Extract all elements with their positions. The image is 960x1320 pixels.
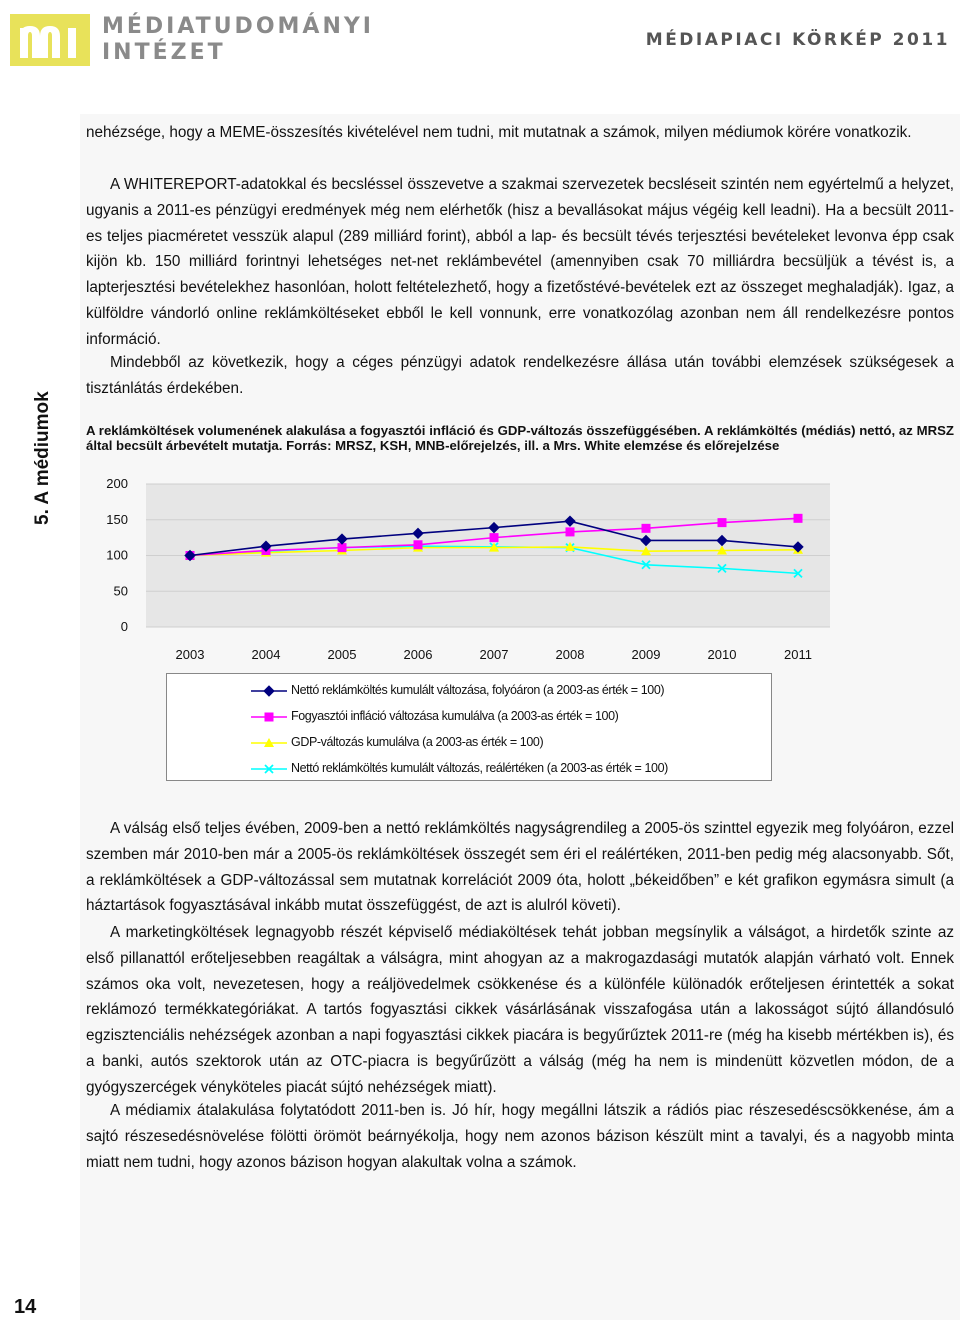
- data-point: [566, 527, 575, 536]
- page-number: 14: [14, 1296, 37, 1318]
- logo-text-line1: MÉDIATUDOMÁNYI: [102, 14, 374, 39]
- legend-label: Fogyasztói infláció változása kumulálva (a 2003-as érték = 100): [291, 709, 619, 723]
- legend-label: Nettó reklámköltés kumulált változás, reálértéken (a 2003-as érték = 100): [291, 761, 668, 775]
- y-tick-label: 200: [106, 476, 128, 491]
- y-tick-label: 150: [106, 511, 128, 527]
- paragraph-4: A válság első teljes évében, 2009-ben a nettó reklámköltés nagyságrendileg a 2005-ös szinttel egyezik meg folyóáron, ezzel szemben már 2010-ben már a 2005-ös reklámköltések összegét sem éri el reálértéken, 2011-ben pedig még alacsonyabb. Sőt, a reklámköltések a GDP-változással sem mutatnak korrelációt 2009 óta, holott „békeidőben” e két grafikon egymásra simult (a háztartások fogyasztásával inkább mutat összefüggést, de azt is alulról követi).: [86, 820, 954, 915]
- paragraph-5: A marketingköltések legnagyobb részét képviselő médiaköltések tehát jobban megsínylik a válságot, a hirdetők szinte az első pillanattól erőteljesebben reagáltak a válságra, mint ahogyan az a makrogazdasági mutatók alapján várható volt. Ennek számos oka volt, nevezetesen, hogy a reáljövedelmek csökkenése és a különféle különadók erőteljesen érintették a sokat reklámozó termékkategóriákat. A tartós fogyasztási cikkek vásárlásának visszafogása után a lakosságot sújtó állandósuló egzisztenciális nehézségek azonban a napi fogyasztási cikkek piacára is begyűrűztek 2011-re (még ha kisebb mértékben is), és a banki, autós szektorok után az OTC-piacra is begyűrűzött a válság (még ha nem is mindenütt közvetlen módon, de a gyógyszercégek vényköteles piacát sújtó nehézségek miatt).: [86, 924, 954, 1096]
- legend-item: [167, 704, 767, 730]
- data-point: [490, 533, 499, 542]
- y-tick-label: 50: [113, 583, 128, 599]
- x-tick-label: 2008: [555, 647, 585, 662]
- paragraph-6: A médiamix átalakulása folytatódott 2011-ben is. Jó hír, hogy megállni látszik a rádiós piac részesedéscsökkenése, ám a sajtó részesedésnövelése fölötti örömöt beárnyékolja, hogy nem azonos bázison készült mint a tavalyi, és a nagyobb minta miatt nem tudni, hogy azonos bázison hogyan alakultak volna a számok.: [86, 1102, 954, 1171]
- y-tick-label: 100: [106, 547, 128, 563]
- x-tick-label: 2003: [175, 647, 205, 662]
- section-label: 5. A médiumok: [32, 391, 53, 525]
- x-tick-label: 2004: [251, 647, 281, 662]
- data-point: [794, 514, 803, 523]
- data-point: [414, 540, 423, 549]
- paragraph-3: Mindebből az következik, hogy a céges pénzügyi adatok rendelkezésre állása után további elemzések szükségesek a tisztánlátás érdekében.: [86, 354, 954, 397]
- publication-title: MÉDIAPIACI KÖRKÉP 2011: [645, 30, 950, 50]
- logo-text-line2: INTÉZET: [102, 40, 226, 65]
- x-tick-label: 2009: [631, 647, 661, 662]
- figure-caption: A reklámköltések volumenének alakulása a fogyasztói infláció és GDP-változás összefüggésében. A reklámköltés (médiás) nettó, az MRSZ által becsült árbevételt mutatja. Forrás: MRSZ, KSH, MNB-előrejelzés, ill. a Mrs. White elemzése és előrejelzése: [86, 423, 954, 453]
- data-point: [718, 518, 727, 527]
- page-header: [0, 0, 960, 80]
- logo-mark-icon: [10, 14, 90, 66]
- legend-swatch-icon: [249, 760, 289, 778]
- legend-item: [167, 730, 767, 756]
- sidebar: [0, 80, 62, 1320]
- legend-swatch-icon: [249, 708, 289, 726]
- x-tick-label: 2006: [403, 647, 433, 662]
- data-point: [642, 524, 651, 533]
- paragraph-2: A WHITEREPORT-adatokkal és becsléssel összevetve a szakmai szervezetek becsléseit szintén nem egyértelmű a helyzet, ugyanis a 2011-es pénzügyi eredmények még nem elérhetők (hisz a bevallásokat május végéig kell leadni). Ha a becsült 2011-es teljes piacméretet vesszük alapul (289 milliárd forint), abból a lap- és becsült tévés terjesztési bevételeket levonva épp csak kijön kb. 150 milliárd forintnyi lehetséges net-net reklámbevétel (amennyiben csak 70 milliárdra becsüljük a tévést is, a lapterjesztési bevételekhez hasonlóan, holott feltételezhető, hogy a fizetőstévé-bevételek ezt az összeget meghaladják). Igaz, a külföldre vándorló online reklámköltéseket ebből le kell vonnunk, erre vonatkozólag azonban nem áll rendelkezésre pontos információ.: [86, 176, 954, 348]
- x-tick-label: 2011: [784, 647, 812, 662]
- legend-item: [167, 678, 767, 704]
- x-tick-label: 2010: [707, 647, 737, 662]
- chart-legend: [166, 673, 772, 781]
- legend-label: Nettó reklámköltés kumulált változása, folyóáron (a 2003-as érték = 100): [291, 683, 665, 697]
- page-content: [80, 114, 960, 1320]
- legend-swatch-icon: [249, 682, 289, 700]
- legend-label: GDP-változás kumulálva (a 2003-as érték = 100): [291, 735, 544, 749]
- legend-swatch-icon: [249, 734, 289, 752]
- legend-marker: [265, 713, 274, 722]
- x-tick-label: 2005: [327, 647, 357, 662]
- x-tick-label: 2007: [479, 647, 509, 662]
- y-tick-label: 0: [120, 619, 128, 634]
- legend-item: [167, 756, 767, 782]
- paragraph-1: nehézsége, hogy a MEME-összesítés kivételével nem tudni, mit mutatnak a számok, milyen médiumok körére vonatkozik.: [86, 124, 912, 141]
- legend-marker: [264, 686, 274, 696]
